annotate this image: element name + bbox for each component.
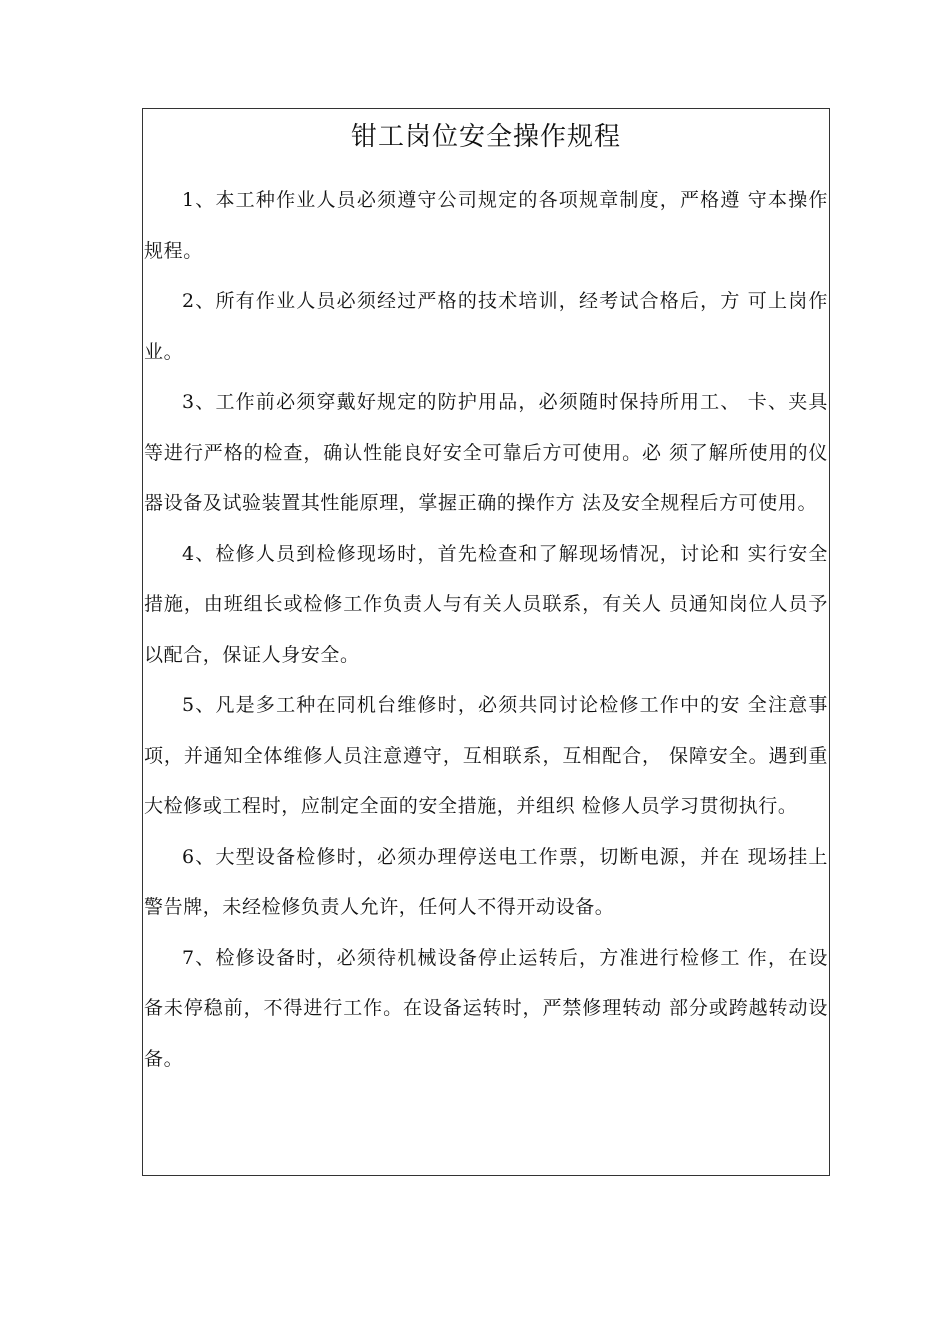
- document-frame: [142, 108, 830, 1176]
- rule-paragraph-5: 5、凡是多工种在同机台维修时，必须共同讨论检修工作中的安 全注意事项，并通知全体维修人员注意遵守，互相联系，互相配合， 保障安全。遇到重大检修或工程时，应制定全面的安全措施，并组织 检修人员学习贯彻执行。: [144, 694, 828, 817]
- document-body: [144, 175, 828, 1084]
- rule-paragraph-3: 3、工作前必须穿戴好规定的防护用品，必须随时保持所用工、 卡、夹具等进行严格的检查，确认性能良好安全可靠后方可使用。必 须了解所使用的仪器设备及试验装置其性能原理，掌握正确的操作方 法及安全规程后方可使用。: [144, 391, 828, 514]
- rule-paragraph-6: 6、大型设备检修时，必须办理停送电工作票，切断电源，并在 现场挂上警告牌，未经检修负责人允许，任何人不得开动设备。: [144, 845, 828, 918]
- document-title: 钳工岗位安全操作规程: [350, 122, 621, 152]
- rule-paragraph-7: 7、检修设备时，必须待机械设备停止运转后，方准进行检修工 作，在设备未停稳前，不得进行工作。在设备运转时，严禁修理转动 部分或跨越转动设备。: [144, 946, 828, 1070]
- rule-paragraph-1: 1、本工种作业人员必须遵守公司规定的各项规章制度，严格遵 守本操作规程。: [144, 189, 828, 262]
- rule-paragraph-4: 4、检修人员到检修现场时，首先检查和了解现场情况，讨论和 实行安全措施，由班组长或检修工作负责人与有关人员联系，有关人 员通知岗位人员予以配合，保证人身安全。: [144, 542, 828, 666]
- rule-paragraph-2: 2、所有作业人员必须经过严格的技术培训，经考试合格后，方 可上岗作业。: [144, 290, 828, 363]
